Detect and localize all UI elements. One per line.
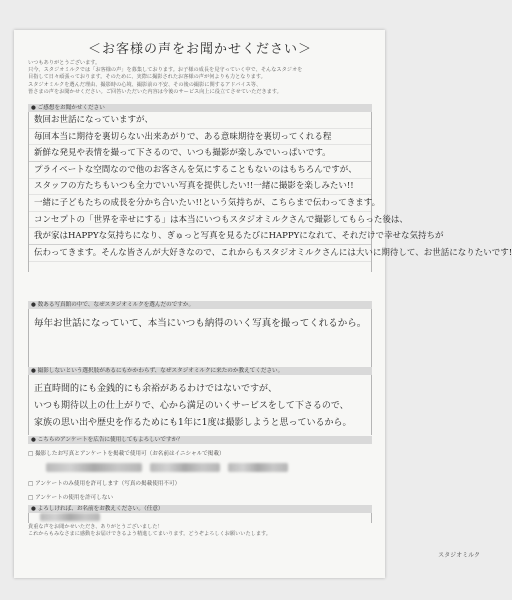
- handwritten-line: 家族の思い出や歴史を作るためにも1年に1度は撮影しようと思っているから。: [34, 418, 352, 428]
- handwritten-line: スタッフの方たちもいつも全力でいい写真を提供したい!!一緒に撮影を楽しみたい!!: [34, 181, 354, 192]
- handwritten-line: 毎回本当に期待を裏切らない出来あがりで、ある意味期待を裏切ってくれる程: [34, 131, 332, 142]
- studio-signature: スタジオミルク: [438, 552, 480, 559]
- form-title: ＜お客様の声をお聞かせください＞: [87, 42, 312, 57]
- handwritten-line: 一緒に子どもたちの成長を分かち合いたい!!という気持ちが、こちらまで伝わってきます。: [34, 197, 381, 208]
- reason-handwriting: [34, 316, 370, 333]
- handwritten-line: 毎年お世話になっていて、本当にいつも納得のいく写真を撮ってくれるから。: [34, 318, 367, 329]
- consent-option-decline[interactable]: □ アンケートの使用を許可しない: [28, 495, 114, 501]
- intro-line: スタジオミルクを選んだ理由、撮影時の心境、撮影前の不安、その後の撮影に関するアドバイス等、: [28, 81, 262, 88]
- intro-line: 目指して日々頑張っております。そのために、実際に撮影されたお客様の声が何よりも力となります。: [28, 74, 266, 81]
- footer-line: 貴重な声をお聞かせいただき、ありがとうございました！: [28, 524, 163, 530]
- section-heading-name: ● よろしければ、お名前をお教えください。（任意）: [28, 505, 372, 513]
- handwritten-line: プライベートな空間なので他のお客さんを気にすることもないのはもちろんですが、: [34, 164, 357, 175]
- handwritten-line: コンセプトの「世界を幸せにする」は本当にいつもスタジオミルクさんで撮影してもらった後は、: [34, 214, 408, 225]
- redacted-initials: [150, 463, 220, 472]
- handwritten-line: 正直時間的にも金銭的にも余裕があるわけではないですが、: [34, 384, 278, 394]
- impressions-handwriting: [34, 112, 512, 261]
- handwritten-line: 数回お世話になっていますが、: [34, 115, 154, 125]
- redacted-initials: [228, 463, 288, 472]
- intro-line: いつもありがとうございます。: [28, 60, 101, 66]
- section-heading-impressions: ● ご感想をお聞かせください: [28, 104, 372, 112]
- footer-message: [28, 524, 372, 538]
- footer-line: これからもみなさまに感動をお届けできるよう精進してまいります。どうぞよろしくお願いいたします。: [28, 531, 271, 538]
- intro-line: 皆さまの声をお聞かせください。ご回答いただいた内容は今後のサービス向上に役立てさせていただきます。: [28, 88, 282, 95]
- section-heading-why-come: ● 撮影しないという選択肢があるにもかかわらず、なぜスタジオミルクに来たのか教えてください。: [28, 367, 372, 375]
- why-come-handwriting: [34, 381, 370, 432]
- consent-option-text-only[interactable]: □ アンケートのみ使用を許可します（写真の掲載使用不可）: [28, 481, 181, 487]
- redacted-initials: [46, 463, 142, 472]
- section-heading-reason: ● 数ある写真館の中で、なぜスタジオミルクを選んだのですか。: [28, 301, 372, 309]
- handwritten-line: いつも期待以上の仕上がりで、心から満足のいくサービスをして下さるので、: [34, 401, 349, 411]
- redacted-name: [40, 513, 100, 521]
- handwritten-line: 伝わってきます。そんな皆さんが大好きなので、これからもスタジオミルクさんには大いに期待して、お世話になりたいです!: [34, 247, 512, 258]
- handwritten-line: 我が家はHAPPYな気持ちになり、ぎゅっと写真を見るたびにHAPPYになれて、それだけで幸せな気持ちが: [34, 231, 444, 242]
- handwritten-line: 新鮮な発見や表情を撮って下さるので、いつも撮影が楽しみでいっぱいです。: [34, 148, 331, 159]
- section-heading-consent: ● こちらのアンケートを広告に使用してもよろしいですか？: [28, 436, 372, 444]
- intro-line: 只今、スタジオミルクでは「お客様の声」を募集しております。お子様の成長を見守っていく中で、そんなスタジオを: [28, 67, 303, 74]
- intro-text: [28, 60, 378, 96]
- consent-option-publish[interactable]: □ 撮影したお写真とアンケートを掲載で使用可（お名前はイニシャルで掲載）: [28, 451, 225, 457]
